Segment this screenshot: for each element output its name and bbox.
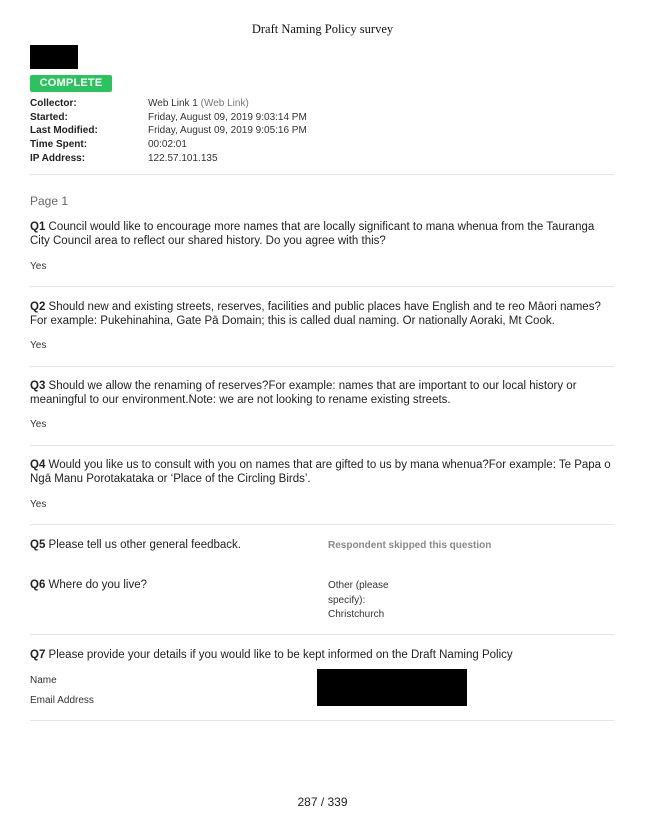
meta-row-ip	[30, 152, 307, 166]
question-number: Q5	[30, 539, 46, 551]
question-number: Q1	[30, 221, 46, 233]
email-field-label: Email Address	[30, 695, 94, 706]
collector-note: (Web Link)	[200, 98, 249, 109]
question-text: Council would like to encourage more names that are locally significant to mana whenua from the Tauranga City Council area to reflect our shared history. Do you agree with this?	[30, 221, 595, 247]
question-text: Should new and existing streets, reserves, facilities and public places have English and te reo Māori names?For example: Pukehinahina, Gate Pā Domain; this is called dual naming. Or nationally Aoraki, Mt Cook.	[30, 301, 601, 327]
answer-line: specify):	[328, 594, 366, 606]
meta-row-collector	[30, 97, 307, 111]
ip-value: 122.57.101.135	[148, 152, 218, 164]
answer-line: Other (please	[328, 580, 389, 591]
answer-1: Yes	[30, 261, 47, 272]
question-text: Please tell us other general feedback.	[48, 539, 241, 551]
question-text: Where do you live?	[48, 579, 147, 591]
question-number: Q6	[30, 579, 46, 591]
meta-row-started	[30, 111, 307, 125]
question-number: Q2	[30, 301, 46, 313]
started-value: Friday, August 09, 2019 9:03:14 PM	[148, 111, 307, 123]
name-field-label: Name	[30, 675, 57, 686]
page-count: 287 / 339	[297, 795, 348, 809]
answer-line: Christchurch	[328, 609, 385, 620]
divider	[30, 174, 614, 175]
question-6	[30, 579, 147, 593]
meta-row-modified	[30, 124, 307, 138]
question-5	[30, 539, 241, 553]
question-number: Q7	[30, 649, 46, 661]
question-3	[30, 380, 614, 407]
started-label: Started:	[30, 111, 68, 123]
question-text: Should we allow the renaming of reserves?For example: names that are important to our local history or meaningful to our environment.Note: we are not looking to rename existing streets.	[30, 380, 577, 406]
divider	[30, 286, 614, 287]
question-text: Please provide your details if you would like to be kept informed on the Draft Naming Policy	[48, 649, 513, 661]
divider	[30, 634, 614, 635]
question-7	[30, 649, 614, 663]
question-number: Q3	[30, 380, 46, 392]
modified-label: Last Modified:	[30, 125, 98, 137]
divider	[30, 720, 614, 721]
question-number: Q4	[30, 459, 46, 471]
collector-label: Collector:	[30, 98, 77, 109]
question-1	[30, 221, 614, 248]
modified-value: Friday, August 09, 2019 9:05:16 PM	[148, 125, 307, 137]
complete-badge: COMPLETE	[30, 75, 112, 92]
time-spent-value: 00:02:01	[148, 139, 187, 151]
response-metadata	[30, 97, 307, 166]
time-spent-label: Time Spent:	[30, 139, 88, 151]
divider	[30, 524, 614, 525]
answer-2: Yes	[30, 340, 47, 351]
answer-3: Yes	[30, 419, 47, 430]
ip-label: IP Address:	[30, 152, 86, 164]
skipped-notice: Respondent skipped this question	[328, 540, 492, 551]
question-2	[30, 301, 614, 328]
divider	[30, 445, 614, 446]
document-title: Draft Naming Policy survey	[251, 22, 394, 36]
redacted-logo	[30, 45, 78, 69]
question-text: Would you like us to consult with you on names that are gifted to us by mana whenua?For example: Te Papa o Ngā Manu Porotakataka or ‘Place of the Circling Birds’.	[30, 459, 611, 485]
meta-row-time-spent	[30, 138, 307, 152]
collector-value: Web Link 1 (Web Link)	[148, 98, 249, 109]
question-4	[30, 459, 614, 486]
answer-4: Yes	[30, 499, 47, 510]
divider	[30, 366, 614, 367]
answer-6	[328, 579, 408, 623]
redacted-details	[317, 669, 467, 706]
page-label: Page 1	[30, 194, 69, 208]
